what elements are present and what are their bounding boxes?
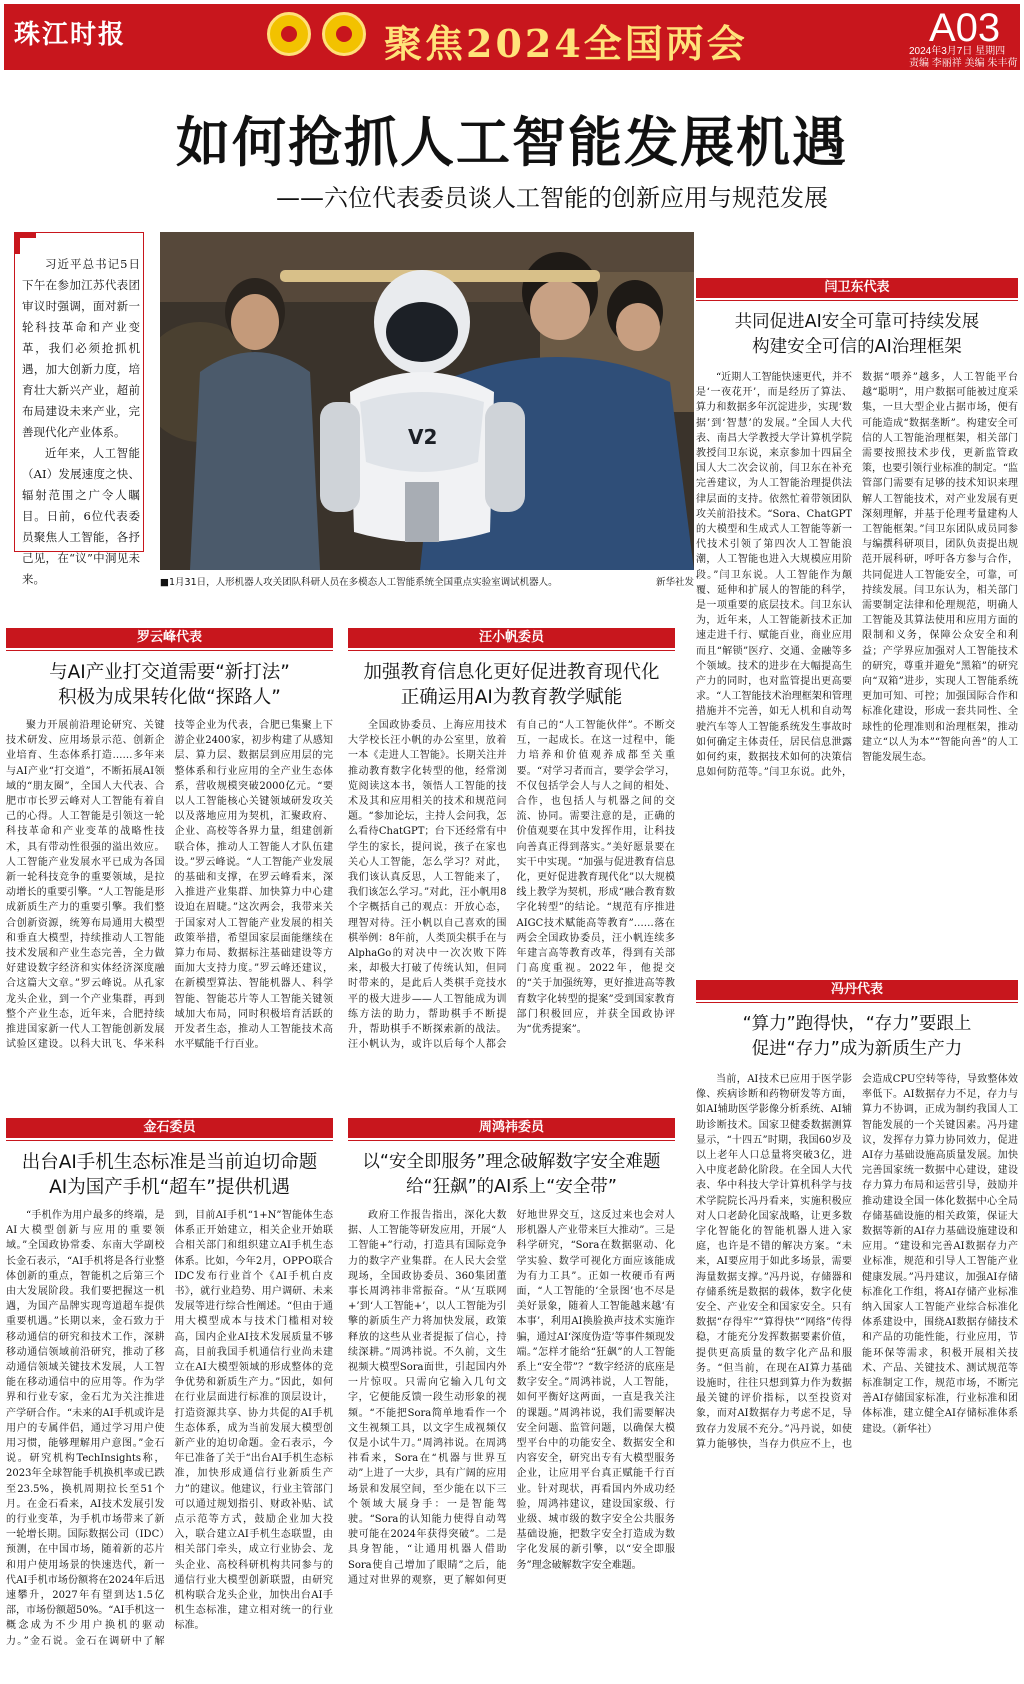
page-number: A03: [929, 6, 1001, 50]
photo-caption: [160, 574, 694, 588]
masthead-banner: [4, 4, 1020, 70]
corner-mark: [14, 232, 36, 254]
article-body: 全国政协委员、上海应用技术大学校长汪小帆的办公室里，放着一本《走进人工智能》。长期关注并推动教育数字化转型的他，经常浏览阅读这本书，领悟人工智能的技术及其和应用相关的技术和规范问题。“参加论坛，主持人会问我，怎么看待ChatGPT；台下还经常有中学生的家长，提问说，孩子在家也关心人工智能，怎么学习？对此，我们该认真反思，人工智能来了，我们该怎么学习。”对此，汪小帆用8个字概括自己的观点：开放心态，理智对待。汪小帆以自己喜欢的围棋举例：8年前，人类顶尖棋手在与AlphaGo的对决中一次次败下阵来，却极大打破了传统认知，但同时带来的，是此后人类棋手竞技水平的极大进步——人工智能成为训练方法的助力，帮助棋手不断提升，帮助棋手不断探索新的战法。汪小帆认为，或许以后每个人都会有自己的“人工智能伙伴”。不断交互，一起成长。在这一过程中，能力培养和价值观养成都至关重要。“对学习者而言，要学会学习，不仅包括学会人与人之间的相处、合作，也包括人与机器之间的交流、协同。需要注意的是，正确的价值观要在其中发挥作用，让科技向善真正得到落实。”美好愿景要在实干中实现。“加强与促进教育信息化，更好促进教育现代化”以大规模线上教学为契机，形成“融合教育数字化转型”的结论。“规范有序推进AIGC技术赋能高等教育”……落在两会全国政协委员，汪小帆连续多年建言高等教育改革，得到有关部门高度重视。2022年，他提交的“关于加强统筹，更好推进高等教育数字化转型的提案”受到国家教育部门积极回应，并获全国政协评为“优秀提案”。: [348, 720, 675, 1051]
main-headline: 如何抢抓人工智能发展机遇: [176, 111, 848, 174]
speaker-bar: 闫卫东代表: [696, 278, 1018, 298]
intro-text: [22, 254, 140, 590]
national-emblem-icon: [267, 12, 311, 56]
intro-paragraph: 近年来，人工智能（AI）发展速度之快、辐射范围之广令人瞩目。日前，6位代表委员聚焦人工智能，各抒己见，在“议”中洞见未来。: [22, 446, 140, 586]
article-body: 聚力开展前沿理论研究、关键技术研发、应用场景示范、创新企业培育、生态体系打造……多年来与AI产业“打交道”，不断拓展AI领域的“朋友圈”，全国人大代表、合肥市市长罗云峰对人工智能有着自己的心得。人工智能是引领这一轮科技革命和产业变革的战略性技术，具有带动性很强的溢出效应。人工智能产业发展水平已成为各国新一轮科技竞争的重要领域，是拉动增长的重要引擎。“人工智能是形成新质生产力的重要引擎。我们整合创新资源，统筹布局通用大模型和垂直大模型，持续推动人工智能技术发展和产业生态完善，全力做好建设数字经济和实体经济深度融合这篇大文章。”罗云峰说。从孔家龙头企业，到一个产业集群，再到整个产业生态，近年来，合肥持续推进国家新一代人工智能创新发展试验区建设。以科大讯飞、华米科技等企业为代表，合肥已集聚上下游企业2400家，初步构建了从感知层、算力层、数据层到应用层的完整体系和行业应用的全产业生态体系，营收规模突破2000亿元。“要以人工智能核心关键领域研发攻关以及落地应用为契机，汇聚政府、企业、高校等各界力量，组建创新联合体，推动人工智能人才队伍建设。”罗云峰说。“人工智能产业发展的基础和支撑，在罗云峰看来，深入推进产业集群、加快算力中心建设迫在眉睫。”这次两会，我带来关于国家对人工智能产业发展的相关政策举措，希望国家层面能继续在算力布局、数据标注基础建设等方面加大支持力度。”罗云峰还建议，在新模型算法、智能机器人、科学智能、智能芯片等人工智能关键领域加大布局，同时积极培育活跃的开发者生态，推动人工智能技术高水平赋能千行百业。: [6, 720, 333, 1051]
lead-photo: [160, 232, 694, 570]
article-wang-xiaofan: [348, 628, 675, 1090]
article-luo-yunfeng: [6, 628, 333, 1090]
article-body: 当前，AI技术已应用于医学影像、疾病诊断和药物研发等方面，如AI辅助医学影像分析系统、AI辅助诊断技术。国家卫健委数据测算显示，“十四五”时期，我国60岁及以上老年人口总量将突破3亿，进入中度老龄化阶段。在全国人大代表、华中科技大学计算机科学与技术学院院长冯丹看来，实施积极应对人口老龄化国家战略，让更多数字化智能化的智能机器人进入家庭，也许是不错的解决方案。“未来，AI要应用于如此多场景，需要海量数据支撑。”冯丹说，存储器和存储系统是数据的载体，数字化使安全、产业安全和国家安全。只有数据“存得牢”“算得快”“网络”传得稳，才能充分发挥数据要素价值，提供更高质量的数字化产品和服务。“但当前，在现在AI算力基础设施时，往往只想到算力作为数据最关键的评价指标，以至投资对象，而对AI数据存力考虑不足，导致存力发展不充分。”冯丹说，如使算力能够快，当存力供应不上，也会造成CPU空转等待，导致整体效率低下。AI数据存力不足，存力与算力不协调，正成为制约我国人工智能发展的一个关键因素。冯丹建议，发挥存力算力协同效力，促进AI存力基础设施高质量发展。加快完善国家统一数据中心建设，建设存力算力布局和运营引导，鼓励并推动建设全国一体化数据中心全局存储基础设施的相关政策，保证大数据等新的AI存力基础设施建设和应用。“建设和完善AI数据存力产业标准，规范和引导人工智能产业健康发展。”冯丹建议，加强AI存储标准化工作组，将AI存储产业标准纳入国家人工智能产业综合标准化体系建设中，围绕AI数据存储技术和产品的功能性能，行业应用，节能环保等需求，积极开展相关技术、产品、关键技术、测试规范等标准制定工作，规范市场，不断完善AI存储国家标准，行业标准和团体标准，建立健全AI存储标准体系建设。（新华社）: [696, 1074, 1018, 1450]
article-feng-dan: [696, 980, 1018, 1668]
issue-date: 2024年3月7日 星期四 责编 李丽祥 美编 朱丰荷: [909, 46, 1018, 69]
robot-lab-photo: [160, 232, 694, 570]
article-title: 以“安全即服务”理念破解数字安全难题 给“狂飙”的AI系上“安全带”: [362, 1152, 661, 1197]
article-title: 与AI产业打交道需要“新打法” 积极为成果转化做“探路人”: [49, 662, 290, 708]
caption-text: ■1月31日，人形机器人攻关团队科研人员在多模态人工智能系统全国重点实验室调试机器人。: [160, 577, 558, 588]
article-zhou-hongyi: [348, 1118, 675, 1684]
article-body: “近期人工智能快速更代，并不是‘一夜花开’，而是经历了算法、算力和数据多年沉淀进步，实现‘数据’到‘智慧’的发展。”全国人大代表、南昌大学教授大学计算机学院教授闫卫东说，来京参加十四届全国人大二次会议前，闫卫东在补充完善建议，为人工智能治理提供法律层面的支持。依然忙着带领团队攻关前沿技术。“Sora、ChatGPT的大模型和生成式人工智能等新一代技术引领了第四次人工智能浪潮，人工智能也进入大规模应用阶段。”闫卫东说。人工智能作为颠覆、延伸和扩展人的智能的科学，是一项重要的底层技术。闫卫东认为，近年来，人工智能新技术正加速走进千行、赋能百业，商业应用而且“解锁”医疗、交通、金融等多个领域。技术的进步在大幅提高生产力的同时，也对监管提出更高要求。“人工智能技术治理框架和管理措施并不完善，如无人机和自动驾驶汽车等人工智能系统发生事故时如何确定主体责任，居民信息泄露如何约束，数据技术如何的决策信息如何防范等。”闫卫东说。此外，数据“喂养”越多，人工智能平台越“聪明”，用户数据可能被过度采集，一旦大型企业占据市场，便有可能造成“数据垄断”。构建安全可信的人工智能治理框架，相关部门需要按照技术步伐，更新监管政策，也要引领行业标准的制定。“监管部门需要有足够的技术知识来理解人工智能技术，对产业发展有更深刻理解，并基于伦理考量建构人工智能框架。”闫卫东团队成员同参与编撰科研项目，团队负责提出规范开展科研，呼吁各方参与合作，共同促进人工智能安全，可靠，可持续发展。闫卫东认为，相关部门需要制定法律和伦理规范，明确人工智能及其算法使用和应用方面的限制和义务，保障公众安全和利益；产学界应加强对人工智能技术的研究，尊重并避免“黑箱”的研究向“双箱”进步，实现人工智能系统更加可知、可控；加强国际合作和标准化建设，形成一套共同性、全球性的伦理准则和治理框架，推动建立“以人为本”“智能向善”的人工智能发展生态。: [696, 372, 1018, 779]
article-title: 出台AI手机生态标准是当前迫切命题 AI为国产手机“超车”提供机遇: [21, 1152, 318, 1198]
article-jin-shi: [6, 1118, 333, 1684]
sub-headline: ——六位代表委员谈人工智能的创新应用与规范发展: [276, 184, 828, 212]
article-body: 政府工作报告指出，深化大数据、人工智能等研发应用，开展“人工智能+”行动，打造具有国际竞争力的数字产业集群。在人民大会堂现场，全国政协委员、360集团董事长周鸿祎非常振奋。“从‘互联网+’到‘人工智能+’，以人工智能为引擎的新质生产力将加快发展，政策释放的这些从业者提振了信心，持续深耕。”周鸿祎说。不久前，文生视频大模型Sora面世，引起国内外一片惊叹。只需向它输入几句文字，它便能反馈一段生动形象的视频。“不能把Sora简单地看作一个文生视频工具，以文字生成视频仅仅是小试牛刀。”周鸿祎说。在周鸿祎看来，Sora在“机器与世界互动”上进了一大步，具有广阔的应用场景和发展空间，至少能在以下三个领域大展身手：一是智能驾驶。“Sora的认知能力使得自动驾驶可能在2024年获得突破”。二是具身智能，“让通用机器人借助Sora使自己增加了眼睛”之后，能通过对世界的观察，更了解如何更好地世界交互，这反过来也会对人形机器人产业带来巨大推动”。三是科学研究，“Sora在数据驱动、化学实验、数学可视化方面应该能成为有力工具”。正如一枚硬币有两面，“人工智能的‘全景图’也不尽是美好景象，随着人工智能越来越‘有本事’，利用AI换脸换声技术实施诈骗，通过AI‘深度伪造’等事件频现发端。”怎样才能给“狂飙”的人工智能系上“安全带”？“数字经济的底座是数字安全。”周鸿祎说，人工智能，如何平衡好这两面，一直是我关注的课题。”周鸿祎说，我们需要解决安全问题、监管问题，以确保大模型平台中的功能安全、数据安全和内容安全，研究出专有大模型服务企业，让应用平台真正赋能千行百业。针对现状，再看国内外成功经验，周鸿祎建议，建设国家级、行业级、城市级的数字安全公共服务基础设施，把数字安全打造成为数字化发展的新引擎，以“安全即服务”理念破解数字安全难题。: [348, 1210, 675, 1586]
section-title: 聚焦2024全国两会: [384, 21, 748, 66]
photo-credit: 新华社发: [655, 577, 694, 588]
article-title: “算力”跑得快，“存力”要跟上 促进“存力”成为新质生产力: [742, 1014, 972, 1059]
speaker-bar: 冯丹代表: [696, 980, 1018, 1000]
article-title: 共同促进AI安全可靠可持续发展 构建安全可信的AI治理框架: [734, 312, 980, 357]
intro-paragraph: 习近平总书记5日下午在参加江苏代表团审议时强调，面对新一轮科技革命和产业变革，我们必须抢抓机遇，加大创新力度，培育壮大新兴产业，超前布局建设未来产业，完善现代化产业体系。: [22, 257, 140, 439]
speaker-bar: 周鸿祎委员: [348, 1118, 675, 1138]
speaker-bar: 金石委员: [6, 1118, 333, 1138]
robot-label: V2: [408, 425, 438, 449]
speaker-bar: 罗云峰代表: [6, 628, 333, 648]
article-yan-weidong: [696, 278, 1018, 926]
article-body: “手机作为用户最多的终端，是AI大模型创新与应用的重要领域。”全国政协常委、东南大学副校长金石表示，“AI手机将是各行业整体创新的重点，智能机之后第三个由大发展阶段。我们要把握这一机遇，为国产品牌实现弯道超车提供重要机遇。”长期以来，金石致力于移动通信的研究和技术工作，深耕移动通信领域前沿研究，推动了移动通信领域关键技术发展，人工智能在移动通信中的应用等。作为学界和行业专家，金石尤为关注推进产学研合作。“未来的AI手机或许是用户的专属伴侣，通过学习用户使用习惯，能够理解用户意图。”金石说。研究机构TechInsights称，2023年全球智能手机换机率或已跌至23.5%，换机周期拉长至51个月。在金石看来，AI技术发展引发的行业变革，为手机市场带来了新一轮增长期。国际数据公司（IDC）预测，在中国市场，随着新的芯片和用户使用场景的快速迭代，新一代AI手机市场份额将在2024年后迅速攀升，2027年有望到达1.5亿部，市场份额超50%。“AI手机这一概念成为不少用户换机的驱动力。”金石说。金石在调研中了解到，目前AI手机“1+N”智能体生态体系正开始建立，相关企业开始联合相关部门和组织建立AI手机生态体系。比如，今年2月，OPPO联合IDC发布行业首个《AI手机白皮书》，就行业趋势、用户调研、未来发展等进行综合性阐述。“但由于通用大模型成本与技术门槛相对较高，国内企业AI技术发展质量不够高，目前我国手机通信行业尚未建立在AI大模型领域的形成整体的竞争优势和新质生产力。”因此，如何在行业层面进行标准的顶层设计，打造资源共享、协力共促的AI手机生态体系，成为当前发展大模型创新产业的迫切命题。金石表示，今年已准备了关于“出台AI手机生态标准，加快形成通信行业新质生产力”的建议。他建议，行业主管部门可以通过规划指引、财政补贴、试点示范等方式，鼓励企业加大投入，联合建立AI手机生态联盟，由相关部门牵头，成立行业协会、龙头企业、高校科研机构共同参与的通信行业大模型创新联盟，由研究机构联合龙头企业，加快出台AI手机生态标准，建立相对统一的行业标准。: [6, 1210, 333, 1647]
cppcc-emblem-icon: [322, 12, 366, 56]
speaker-bar: 汪小帆委员: [348, 628, 675, 648]
newspaper-name: 珠江时报: [14, 20, 127, 50]
article-title: 加强教育信息化更好促进教育现代化 正确运用AI为教育教学赋能: [363, 662, 660, 708]
